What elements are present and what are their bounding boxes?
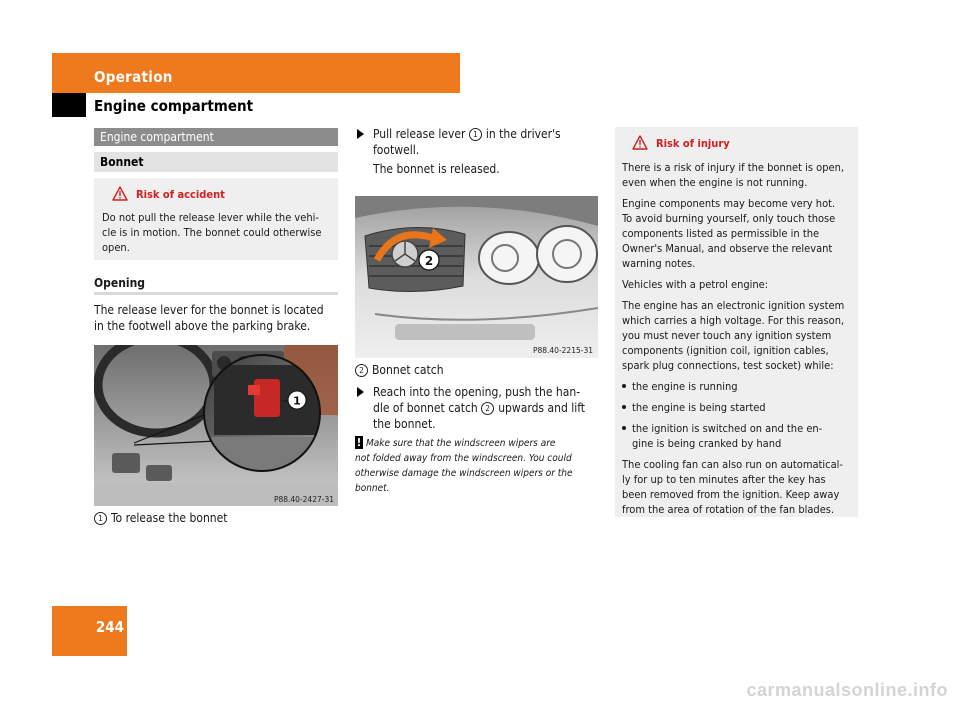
caption-text: Bonnet catch [372, 363, 444, 377]
step-arrow-icon [357, 387, 364, 397]
bullet-item: the ignition is switched on and the en- [622, 421, 856, 436]
body-line: in the footwell above the parking brake. [94, 319, 311, 333]
photo-caption [94, 510, 228, 526]
bonnet-catch-photo [355, 196, 598, 358]
step-result: The bonnet is released. [373, 162, 500, 176]
chapter-title: Operation [94, 68, 173, 86]
warning-line: Do not pull the release lever while the vehi- [102, 211, 319, 224]
bullet-icon [622, 384, 626, 388]
exclamation-icon: ! [356, 436, 362, 449]
heading-rule [94, 292, 338, 295]
caption-number: 1 [94, 512, 107, 525]
bullet-item: the engine is running [622, 379, 856, 394]
warning-title: Risk of injury [656, 137, 730, 150]
caption-text: To release the bonnet [111, 511, 228, 525]
section-marker [52, 93, 86, 117]
bullet-icon [622, 405, 626, 409]
injury-warning-text [622, 160, 856, 517]
step-number: 1 [469, 128, 482, 141]
opening-body [94, 302, 342, 334]
step-text: Pull release lever [373, 127, 466, 141]
step-text: dle of bonnet catch [373, 401, 478, 415]
warning-triangle-icon [632, 135, 648, 150]
note-line: not folded away from the windscreen. You could [355, 453, 572, 464]
photo-code: P88.40-2427-31 [273, 495, 334, 504]
warning-text [102, 210, 336, 255]
step-text: Reach into the opening, push the han- [373, 385, 581, 399]
warning-line: cle is in motion. The bonnet could otherwise [102, 226, 322, 239]
section-bar: Engine compartment [94, 128, 338, 146]
photo-caption [355, 362, 444, 378]
note-line: Make sure that the windscreen wipers are [366, 438, 556, 449]
bullet-item: the engine is being started [622, 400, 856, 415]
step-number: 2 [481, 402, 494, 415]
warning-title: Risk of accident [136, 188, 225, 201]
photo-callout: 2 [424, 254, 434, 268]
caution-note [355, 436, 603, 496]
bullet-continuation: gine is being cranked by hand [632, 437, 782, 450]
opening-heading: Opening [94, 276, 146, 290]
watermark: carmanualsonline.info [746, 680, 948, 700]
photo-callout: 1 [293, 394, 301, 408]
step-text: the bonnet. [373, 417, 436, 431]
note-line: otherwise damage the windscreen wipers or the [355, 468, 573, 479]
section-title: Engine compartment [94, 97, 254, 115]
warning-triangle-icon [112, 186, 128, 201]
step-text: upwards and lift [498, 401, 586, 415]
warning-paragraph: The engine has an electronic ignition system which carries a high voltage. For this reason, you must never touch any ignition system components (ignition coil, ignition cables, spark plug connections, test socket) while: [622, 299, 845, 372]
page-number: 244 [95, 618, 124, 636]
caption-number: 2 [355, 364, 368, 377]
step-arrow-icon [357, 129, 364, 139]
note-line: bonnet. [355, 483, 390, 494]
warning-paragraph: The cooling fan can also run on automatical- ly for up to ten minutes after the key has been removed from the ignition. Keep away from the area of rotation of the fan blades. [622, 458, 843, 516]
warning-paragraph: There is a risk of injury if the bonnet is open, even when the engine is not running. [622, 161, 844, 189]
step-lift-bonnet [357, 384, 603, 432]
photo-code: P88.40-2215-31 [532, 346, 593, 355]
step-text: in the driver's [485, 127, 561, 141]
warning-paragraph: Engine components may become very hot. To avoid burning yourself, only touch those components listed as permissible in the Owner's Manual, and observe the relevant warning notes. [622, 197, 836, 270]
bullet-icon [622, 426, 626, 430]
step-text: footwell. [373, 143, 420, 157]
step-pull-lever [357, 126, 603, 158]
warning-paragraph: Vehicles with a petrol engine: [622, 278, 769, 291]
body-line: The release lever for the bonnet is located [94, 303, 324, 317]
warning-line: open. [102, 241, 130, 254]
release-lever-photo [94, 345, 338, 506]
subsection-bar: Bonnet [94, 152, 338, 172]
